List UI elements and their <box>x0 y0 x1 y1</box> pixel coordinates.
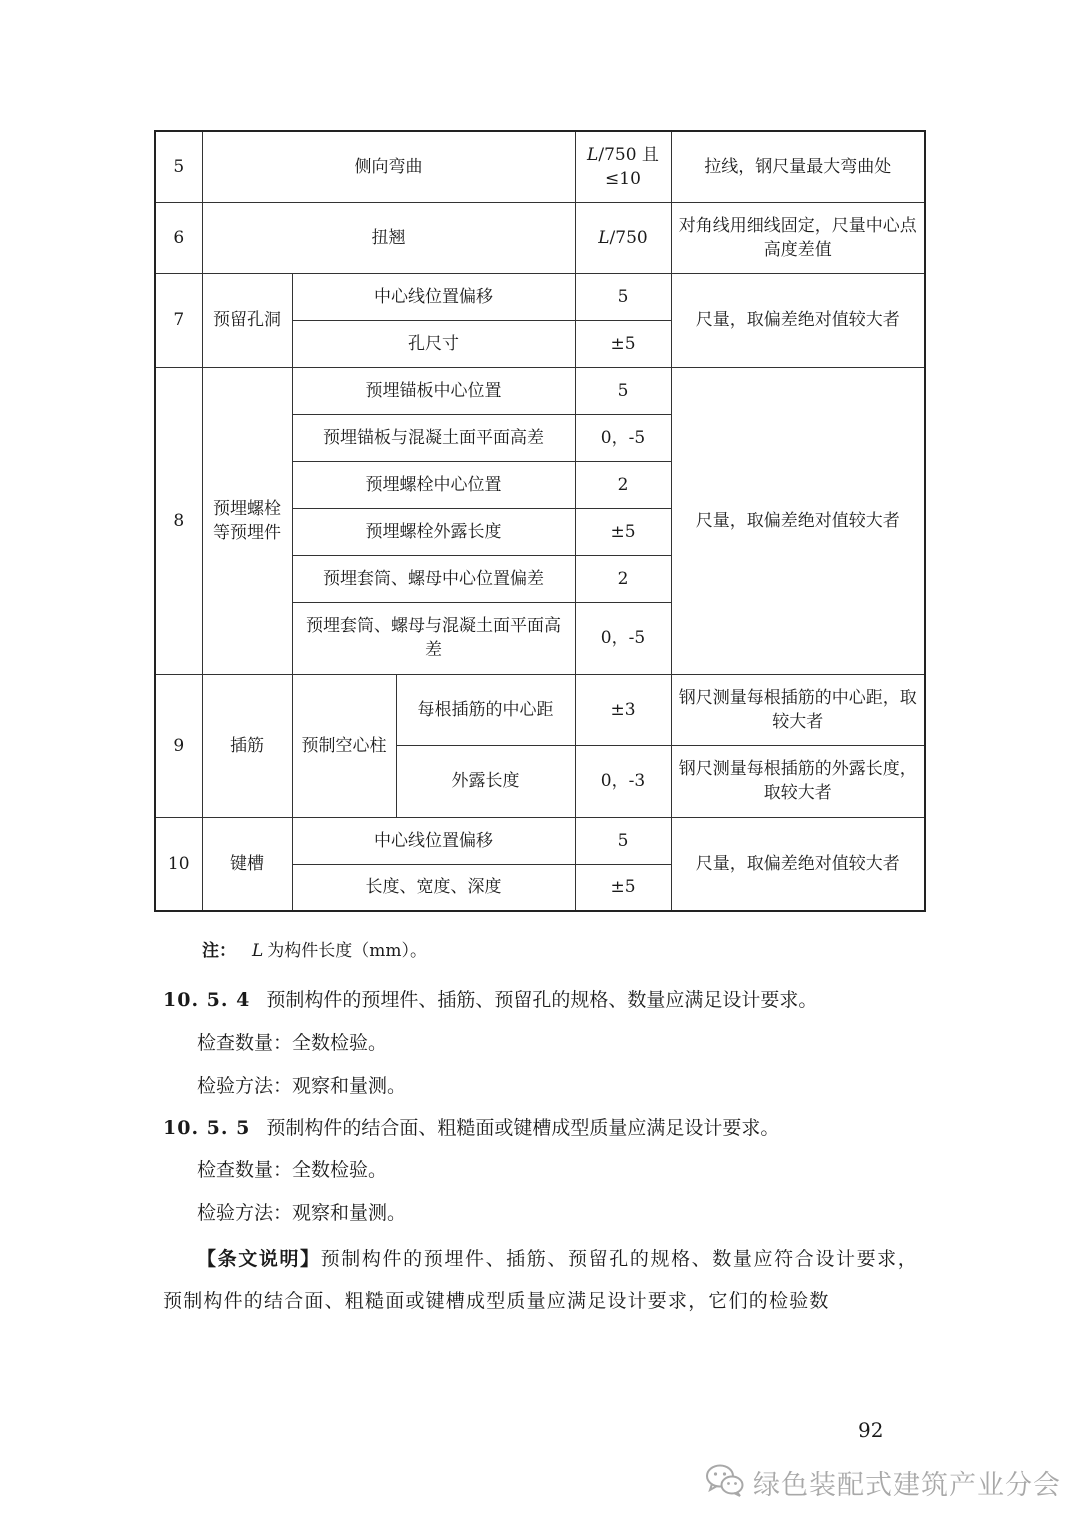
table-row-7a <box>155 273 925 320</box>
tolerance-value: 0，-5 <box>575 602 671 674</box>
row-number: 9 <box>155 674 202 817</box>
table-row-5 <box>155 131 925 202</box>
group-name: 预留孔洞 <box>202 273 292 367</box>
item-name: 孔尺寸 <box>292 320 575 367</box>
row-number: 10 <box>155 817 202 911</box>
row-number: 6 <box>155 202 202 273</box>
group-name: 插筋 <box>202 674 292 817</box>
clause-number: 10. 5. 4 <box>163 989 251 1011</box>
row-number: 7 <box>155 273 202 367</box>
tolerance-value: 5 <box>575 817 671 864</box>
tolerance-variable: L <box>598 227 610 248</box>
clause-explanation <box>163 1238 918 1322</box>
item-name: 预埋套筒、螺母与混凝土面平面高差 <box>292 602 575 674</box>
explanation-text: 预制构件的预埋件、插筋、预留孔的规格、数量应符合设计要求，预制构件的结合面、粗糙面或键槽成型质量应满足设计要求，它们的检验数 <box>163 1248 918 1312</box>
tolerance-value: 0，-3 <box>575 745 671 817</box>
tolerance-value: /750 <box>609 227 648 248</box>
item-name: 扭翘 <box>202 202 575 273</box>
wechat-icon <box>705 1463 745 1501</box>
tolerance-value: 0，-5 <box>575 414 671 461</box>
item-name: 预埋锚板中心位置 <box>292 367 575 414</box>
table-row-8a <box>155 367 925 414</box>
item-name: 每根插筋的中心距 <box>396 674 575 745</box>
row-number: 8 <box>155 367 202 674</box>
check-method: 对角线用细线固定，尺量中心点高度差值 <box>671 202 925 273</box>
item-name: 侧向弯曲 <box>202 131 575 202</box>
tolerance-value: /750 且≤10 <box>598 144 659 189</box>
item-name: 预埋套筒、螺母中心位置偏差 <box>292 555 575 602</box>
sub-group-name: 预制空心柱 <box>292 674 396 817</box>
tolerance-table <box>154 130 926 912</box>
tolerance-value: ±5 <box>575 508 671 555</box>
watermark <box>705 1460 1061 1504</box>
tolerance-value: 2 <box>575 555 671 602</box>
table-row-9a <box>155 674 925 745</box>
note-label: 注： <box>202 941 236 961</box>
table-row-6 <box>155 202 925 273</box>
explanation-title: 【条文说明】 <box>197 1248 321 1270</box>
check-method-line: 检验方法：观察和量测。 <box>197 1202 407 1224</box>
tolerance-value: ±5 <box>575 320 671 367</box>
clause-text: 预制构件的预埋件、插筋、预留孔的规格、数量应满足设计要求。 <box>266 989 818 1011</box>
group-name: 键槽 <box>202 817 292 911</box>
tolerance-value: 2 <box>575 461 671 508</box>
check-method: 尺量，取偏差绝对值较大者 <box>671 273 925 367</box>
clause-10-5-5 <box>163 1113 779 1143</box>
row-number: 5 <box>155 131 202 202</box>
page-number: 92 <box>858 1418 884 1442</box>
tolerance-value: ±3 <box>575 674 671 745</box>
item-name: 长度、宽度、深度 <box>292 864 575 911</box>
item-name: 中心线位置偏移 <box>292 817 575 864</box>
table-row-10a <box>155 817 925 864</box>
tolerance-variable: L <box>587 144 599 165</box>
item-name: 中心线位置偏移 <box>292 273 575 320</box>
tolerance-value: ±5 <box>575 864 671 911</box>
item-name: 外露长度 <box>396 745 575 817</box>
note-text: 为构件长度（mm）。 <box>267 941 428 961</box>
check-method: 尺量，取偏差绝对值较大者 <box>671 817 925 911</box>
group-name: 预埋螺栓等预埋件 <box>202 367 292 674</box>
tolerance-value: 5 <box>575 273 671 320</box>
clause-text: 预制构件的结合面、粗糙面或键槽成型质量应满足设计要求。 <box>266 1117 780 1139</box>
clause-number: 10. 5. 5 <box>163 1117 251 1139</box>
check-quantity: 检查数量：全数检验。 <box>197 1032 388 1054</box>
clause-10-5-4 <box>163 985 817 1015</box>
item-name: 预埋螺栓外露长度 <box>292 508 575 555</box>
check-method: 拉线，钢尺量最大弯曲处 <box>671 131 925 202</box>
check-quantity: 检查数量：全数检验。 <box>197 1159 388 1181</box>
check-method: 钢尺测量每根插筋的中心距，取较大者 <box>671 674 925 745</box>
check-method-line: 检验方法：观察和量测。 <box>197 1075 407 1097</box>
tolerance-cell <box>575 131 671 202</box>
item-name: 预埋螺栓中心位置 <box>292 461 575 508</box>
table-note <box>202 938 427 964</box>
tolerance-value: 5 <box>575 367 671 414</box>
note-variable: L <box>252 941 264 961</box>
item-name: 预埋锚板与混凝土面平面高差 <box>292 414 575 461</box>
tolerance-cell <box>575 202 671 273</box>
watermark-text: 绿色装配式建筑产业分会 <box>753 1469 1061 1501</box>
check-method: 钢尺测量每根插筋的外露长度，取较大者 <box>671 745 925 817</box>
check-method: 尺量，取偏差绝对值较大者 <box>671 367 925 674</box>
